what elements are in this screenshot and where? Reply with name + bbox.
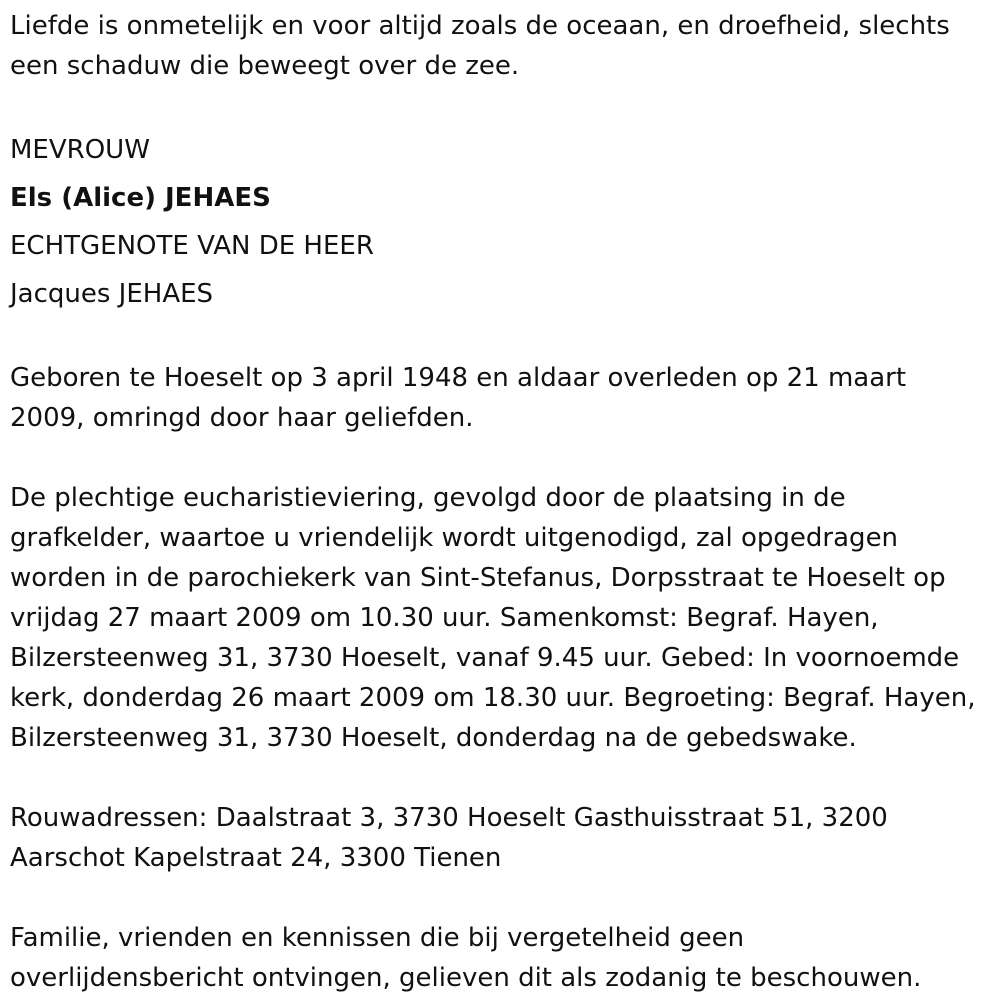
birth-death-paragraph: Geboren te Hoeselt op 3 april 1948 en aldaar overleden op 21 maart 2009, omringd door haar geliefden. xyxy=(10,363,907,433)
opening-quote: Liefde is onmetelijk en voor altijd zoals de oceaan, en droefheid, slechts een schaduw die beweegt over de zee. xyxy=(10,11,950,81)
spouse-name: Jacques JEHAES xyxy=(10,279,214,309)
closing-paragraph: Familie, vrienden en kennissen die bij vergetelheid geen overlijdensbericht ontvingen, gelieven dit als zodanig te beschouwen. xyxy=(10,923,922,993)
mourning-addresses: Rouwadressen: Daalstraat 3, 3730 Hoeselt Gasthuisstraat 51, 3200 Aarschot Kapelstraat 24, 3300 Tienen xyxy=(10,803,888,873)
ceremony-paragraph: De plechtige eucharistieviering, gevolgd door de plaatsing in de grafkelder, waartoe u vriendelijk wordt uitgenodigd, zal opgedragen worden in de parochiekerk van Sint-Stefanus, Dorpsstraat te Hoeselt op vrijdag 27 maart 2009 om 10.30 uur. Samenkomst: Begraf. Hayen, Bilzersteenweg 31, 3730 Hoeselt, vanaf 9.45 uur. Gebed: In voornoemde kerk, donderdag 26 maart 2009 om 18.30 uur. Begroeting: Begraf. Hayen, Bilzersteenweg 31, 3730 Hoeselt, donderdag na de gebedswake. xyxy=(10,483,976,753)
relation-line: ECHTGENOTE VAN DE HEER xyxy=(10,231,374,261)
honorific-title: MEVROUW xyxy=(10,135,150,165)
deceased-header xyxy=(10,126,985,318)
deceased-name: Els (Alice) JEHAES xyxy=(10,183,271,213)
obituary-document xyxy=(10,6,985,998)
